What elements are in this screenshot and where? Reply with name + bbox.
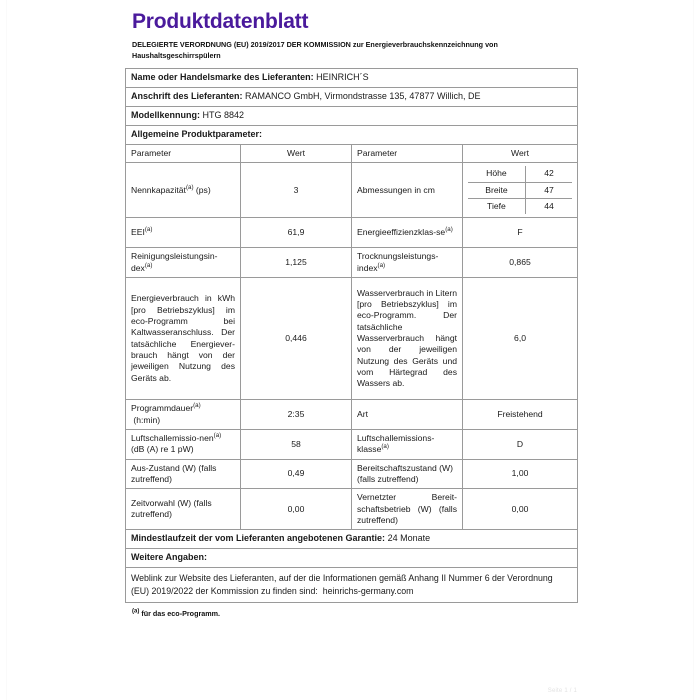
page-title: Produktdatenblatt [132,10,309,33]
supplier-name-value: HEINRICH´S [316,72,369,83]
noise-class-param [352,429,463,459]
dimension-label-width: Breite [468,182,525,198]
appliance-type-param: Art [352,400,463,430]
table-header-row [126,144,578,162]
dimension-value-width: 47 [525,182,572,198]
dimension-value-height: 42 [544,168,554,179]
footnote-marker-icon: (a) [193,402,201,410]
cleaning-index-param-text: Reinigungsleistungsin-dex [131,251,218,273]
supplier-address-label: Anschrift des Lieferanten: [131,91,243,102]
table-row-warranty [126,530,578,549]
energy-consumption-param: Energieverbrauch in kWh [pro Betriebszyklus] im eco-Programm bei Kaltwasseranschluss. Der tatsächliche Energieverbrauch hängt von der jeweiligen Nutzung des Geräts ab. [126,278,241,400]
table-row-general-params [126,126,578,145]
footnote-marker-icon: (a) [185,183,194,191]
header-value-right: Wert [463,144,578,162]
programme-duration-param-tail: (h:min) [133,414,161,425]
energy-class-param [352,218,463,248]
table-row-supplier-address [126,88,578,107]
supplier-address-value: RAMANCO GmbH, Virmondstrasse 135, 47877 Willich, DE [245,91,481,102]
water-consumption-param: Wasserverbrauch in Litern [pro Betriebszyklus] im eco-Programm. Der tatsächliche Wasserverbrauch hängt von der jeweiligen Nutzung des Geräts und vom Härtegrad des Wassers ab. [352,278,463,400]
model-label: Modellkennung: [131,110,200,121]
page-edge-left [6,0,7,700]
footnote-marker-icon: (a) [132,608,140,615]
footnote-marker-icon: (a) [144,226,153,234]
footnote-marker-icon: (a) [445,226,453,234]
eei-param [126,218,241,248]
energy-consumption-value: 0,446 [241,278,352,400]
off-mode-param: Aus-Zustand (W) (falls zutreffend) [126,459,241,489]
table-row-programme-duration [126,400,578,430]
weblink-url[interactable]: heinrichs-germany.com [322,585,414,596]
noise-param-tail: (dB (A) re 1 pW) [131,444,194,455]
footnote-text: für das eco-Programm. [141,608,221,618]
delay-start-value: 0,00 [241,489,352,530]
dimension-label-depth: Tiefe [468,198,525,214]
document-content [125,0,577,618]
dimension-row-width [468,182,572,198]
footnote-marker-icon: (a) [381,443,389,451]
product-parameters-table [125,68,578,602]
standby-value: 1,00 [463,459,578,489]
page-edge-right [693,0,694,700]
table-row-rated-capacity [126,163,578,218]
supplier-name-cell [126,69,578,88]
model-cell [126,107,578,126]
energy-class-value: F [463,218,578,248]
weblink-text: Weblink zur Website des Lieferanten, auf der die Informationen gemäß Anhang II Nummer 6 der Verordnung (EU) 2019/2022 der Kommission zu finden sind: [131,573,553,596]
water-consumption-value: 6,0 [463,278,578,400]
supplier-address-cell [126,88,578,107]
footnote-marker-icon: (a) [213,432,222,440]
dimension-value-depth: 44 [525,198,572,214]
table-row-cleaning-index [126,248,578,278]
drying-index-param [352,248,463,278]
table-row-model [126,107,578,126]
drying-index-value: 0,865 [463,248,578,278]
warranty-label: Mindestlaufzeit der vom Lieferanten angebotenen Garantie: [131,533,386,544]
drying-index-param-text: Trocknungsleistungs-index [357,251,439,273]
table-row-eei [126,218,578,248]
eei-param-text: EEI [131,227,145,238]
dimensions-param: Abmessungen in cm [352,163,463,218]
footnote-marker-icon: (a) [144,261,153,269]
delay-start-param: Zeitvorwahl (W) (falls zutreffend) [126,489,241,530]
cleaning-index-param [126,248,241,278]
dimensions-value-cell [463,163,578,218]
table-row-weblink [126,568,578,603]
header-param-right: Parameter [352,144,463,162]
further-info-label: Weitere Angaben: [126,549,578,568]
table-row-supplier-name [126,69,578,88]
footnote-marker-icon: (a) [377,261,386,269]
rated-capacity-param-text: Nennkapazität [131,184,186,195]
noise-class-value: D [463,429,578,459]
dimension-row-depth [468,198,572,214]
networked-standby-value: 0,00 [463,489,578,530]
noise-param-text: Luftschallemissio-nen [131,432,214,443]
cleaning-index-value: 1,125 [241,248,352,278]
dimension-row-height [468,166,572,182]
noise-class-param-text: Luftschallemissions-klasse [357,432,435,455]
table-row-further-info [126,549,578,568]
noise-param [126,429,241,459]
programme-duration-param [126,400,241,430]
table-row-off-mode [126,459,578,489]
dimension-label-height: Höhe [468,166,525,182]
rated-capacity-param-tail: (ps) [195,184,211,195]
regulation-subtitle: DELEGIERTE VERORDNUNG (EU) 2019/2017 DER KOMMISSION zur Energieverbrauchskennzeichnung von Haushaltsgeschirrspülern [132,40,498,61]
header-param-left: Parameter [126,144,241,162]
off-mode-value: 0,49 [241,459,352,489]
programme-duration-value: 2:35 [241,400,352,430]
standby-param: Bereitschaftszustand (W) (falls zutreffend) [352,459,463,489]
dimensions-table [468,166,572,214]
model-value: HTG 8842 [202,110,245,121]
noise-value: 58 [241,429,352,459]
rated-capacity-param [126,163,241,218]
warranty-cell [126,530,578,549]
energy-class-param-text: Energieeffizienzklas-se [357,227,446,238]
table-row-noise [126,429,578,459]
warranty-value: 24 Monate [387,533,431,544]
supplier-name-label: Name oder Handelsmarke des Lieferanten: [131,72,314,83]
eei-value: 61,9 [241,218,352,248]
header-value-left: Wert [241,144,352,162]
programme-duration-param-text: Programmdauer [131,403,194,414]
rated-capacity-value: 3 [241,163,352,218]
page-footer: Seite 1 / 1 [547,688,577,694]
networked-standby-param: Vernetzter Bereitschaftsbetrieb (W) (falls zutreffend) [352,489,463,530]
general-params-label: Allgemeine Produktparameter: [126,126,578,145]
table-row-consumption [126,278,578,400]
appliance-type-value: Freistehend [463,400,578,430]
weblink-cell [126,568,578,603]
footnote [132,609,577,618]
table-row-delay-start [126,489,578,530]
